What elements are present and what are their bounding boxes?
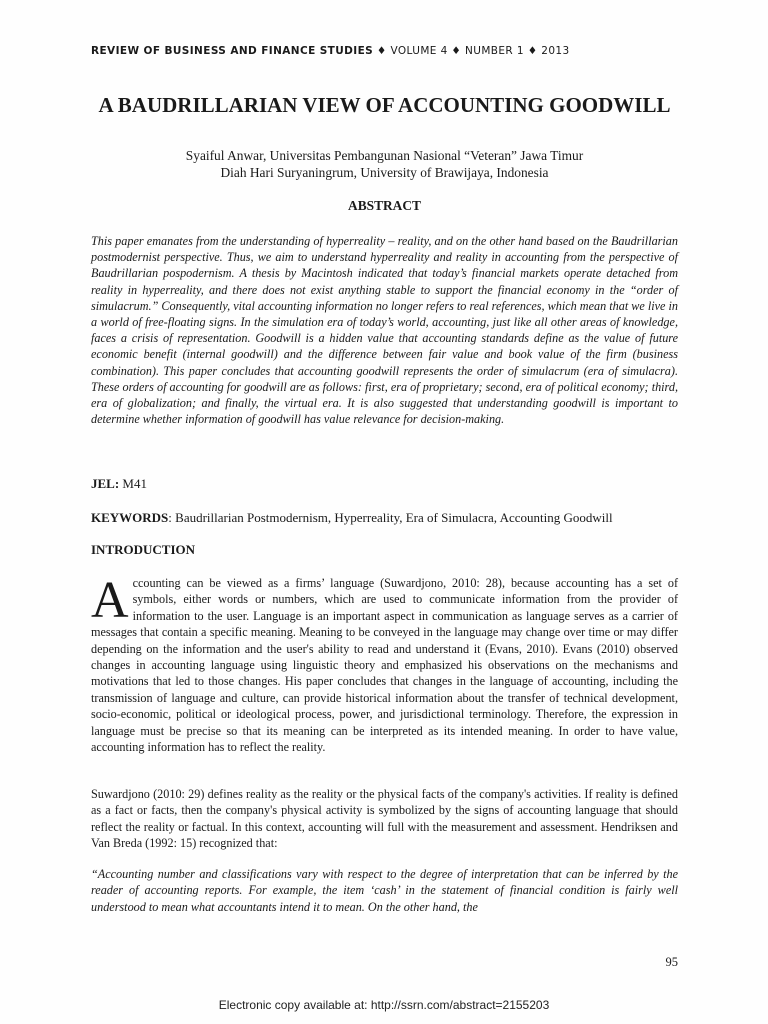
paper-title: A BAUDRILLARIAN VIEW OF ACCOUNTING GOODWILL <box>98 93 671 117</box>
jel-label: JEL: <box>91 476 120 491</box>
abstract-heading: ABSTRACT <box>348 198 421 213</box>
introduction-heading: INTRODUCTION <box>91 542 196 557</box>
block-quote: “Accounting number and classifications vary with respect to the degree of interpretation that can be inferred by the reader of accounting reports. For example, the item ‘cash’ in the statement of financial condition is fairly well understood to mean what accountants intend it to mean. On the other hand, the <box>91 867 678 914</box>
keywords-value: : Baudrillarian Postmodernism, Hyperreality, Era of Simulacra, Accounting Goodwill <box>168 510 613 525</box>
author-line-2: Diah Hari Suryaningrum, University of Brawijaya, Indonesia <box>220 165 549 180</box>
jel-line <box>91 476 678 492</box>
separator-2: ♦ <box>451 45 462 57</box>
keywords-label: KEYWORDS <box>91 510 169 525</box>
drop-cap: A <box>91 572 129 629</box>
abstract-text: This paper emanates from the understanding of hyperreality – reality, and on the other hand based on the Baudrillarian postmodernist perspective. Thus, we aim to understand hyperreality and reality in accounting from the perspective of Baudrillarian pospodernism. A thesis by Macintosh indicated that today’s financial markets operate detached from reality in hyperreality, and there does not exist anything stable to support the financial economy in the “order of simulacrum.” Consequently, vital accounting information no longer refers to real references, which mean that we live in a world of free-floating signs. In the simulation era of today’s world, accounting, just like all other areas of knowledge, faces a crisis of representation. Goodwill is a hidden value that accounting standards define as the value of future economic benefit (internal goodwill) and the difference between fair value and book value of the firm (business combination). This paper concludes that accounting goodwill represents the order of simulacrum (era of simulacra). These orders of accounting for goodwill are as follows: first, era of proprietary; second, era of political economy; third, era of globalization; and finally, the virtual era. It is also suggested that understanding goodwill is important to determine whether information of goodwill has value relevance for decision-making. <box>91 234 678 427</box>
ssrn-footer: Electronic copy available at: http://ssrn.com/abstract=2155203 <box>218 998 550 1012</box>
introduction-paragraph-1 <box>91 572 678 755</box>
introduction-paragraph-2: Suwardjono (2010: 29) defines reality as the reality or the physical facts of the company's activities. If reality is defined as a fact or facts, then the company's physical activity is symbolized by the signs of accounting language that should reflect the reality or factual. In this context, accounting will full with the measurement and assessment. Hendriksen and Van Breda (1992: 15) recognized that: <box>91 787 678 851</box>
volume: VOLUME 4 <box>390 45 448 57</box>
jel-value: M41 <box>122 476 147 491</box>
separator-1: ♦ <box>376 45 387 57</box>
year: 2013 <box>541 45 570 57</box>
separator-3: ♦ <box>527 45 538 57</box>
author-line-1: Syaiful Anwar, Universitas Pembangunan Nasional “Veteran” Jawa Timur <box>185 148 584 163</box>
journal-header <box>91 45 570 57</box>
journal-name: REVIEW OF BUSINESS AND FINANCE STUDIES <box>91 45 374 57</box>
issue-number: NUMBER 1 <box>464 45 524 57</box>
introduction-paragraph-1-text: ccounting can be viewed as a firms’ language (Suwardjono, 2010: 28), because accounting has a set of symbols, either words or numbers, which are used to communicate information from the provider of information to the user. Language is an important aspect in communication as language serves as a carrier of messages that contain a specific meaning. Meaning to be conveyed in the language may change over time or may differ depending on the information and the user's ability to read and understand it (Evans, 2010). Evans (2010) observed changes in accounting language using linguistic theory and emphasized his observations on the mechanisms and motivations that led to those changes. His paper concludes that changes in the language of accounting, including the transmission of language and culture, can provide historical information about the transfer of technical development, socio-economic, political or ideological process, power, and jurisdictional terminology. Therefore, the expression in language must be precise so that its meaning can be interpreted as its intended meaning. In order to have value, accounting information has to reflect the reality. <box>91 576 678 755</box>
page-number: 95 <box>665 955 678 969</box>
keywords-line <box>91 510 678 526</box>
